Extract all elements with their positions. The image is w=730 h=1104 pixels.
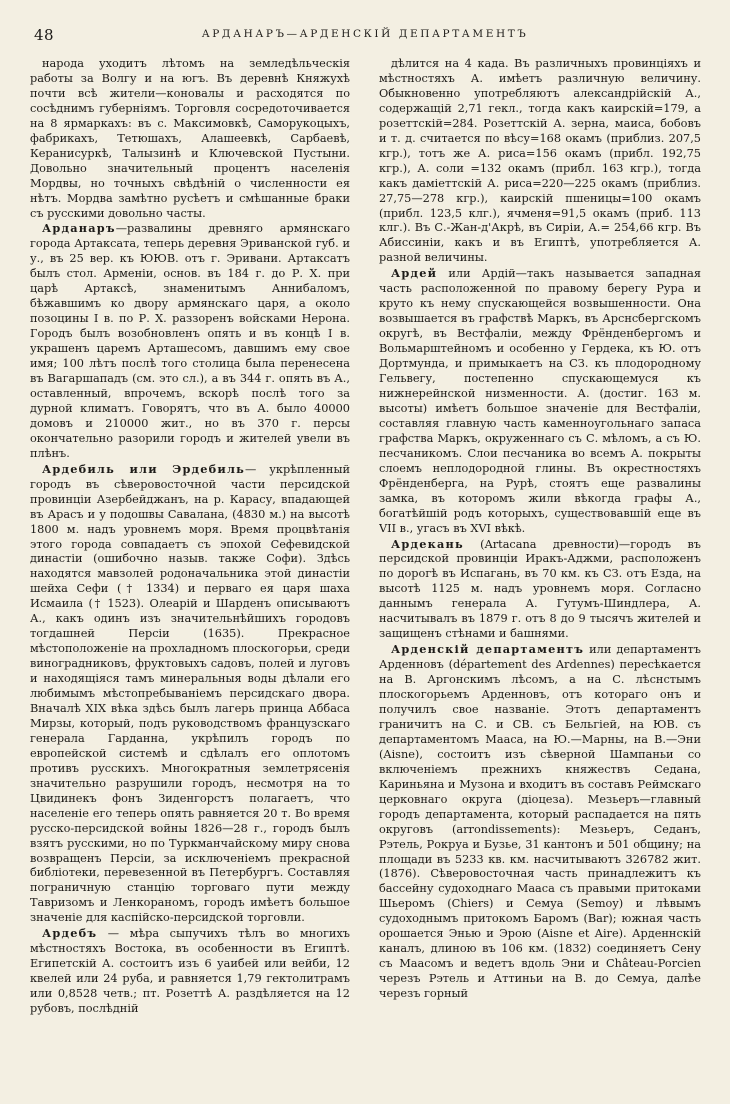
entry-headword: Ардебиль или Эрдебиль [42,461,246,476]
entry-paragraph [30,926,350,1017]
entry-headword: Ардей [391,266,438,281]
entry-text: или Ардій—такъ называется западная часть расположенной по правому берегу Рура и круто къ нему спускающейся возвышенности. Она возвышается въ графствѣ Маркъ, въ Арснсбергскомъ округѣ, въ Вестфаліи, между Фрёнденбергомъ и Вольмарштейномъ и особенно у Гердека, къ Ю. отъ Дортмунда, и примыкаетъ на СЗ. къ плодородному Гельвегу, постепенно спускающемуся къ нижнерейнской низменности. А. (достиг. 163 м. высоты) имѣетъ большое значеніе для Вестфаліи, составляя главную часть каменноугольнаго запаса графства Маркъ, окруженнаго съ С. мѣломъ, а съ Ю. песчаникомъ. Слои песчаника во всемъ А. покрыты слоемъ неплодородной глины. Въ окрестностяхъ Фрёнденберга, на Рурѣ, стоятъ еще развалины замка, въ которомъ жили вѣкогда графы А., богатѣйшій родъ которыхъ, существовавшій еще въ VII в., угасъ въ XVI вѣкѣ. [379,267,701,535]
entry-paragraph [379,56,701,266]
entry-text: — укрѣпленный городъ въ сѣверовосточной части персидской провинціи Азербейджанъ, на р. Карасу, впадающей въ Арасъ и у подошвы Савалана, (4830 м.) на высотѣ 1800 м. надъ уровнемъ моря. Время процвѣтанія этого города совпадаетъ съ эпохой Сефевидской династіи (ошибочно назыв. также Софи). Здѣсь находятся мавзолей родоначальника этой династіи шейха Сефи († 1334) и перваго ея царя шаха Исмаила († 1523). Олеарій и Шарденъ описываютъ А., какъ одинъ изъ значительнѣйшихъ городовъ тогдашней Персіи (1635). Прекрасное мѣстоположеніе на прохладномъ плоскогорьи, среди виноградниковъ, фруктовыхъ садовъ, полей и луговъ и находящіяся тамъ минеральныя воды дѣлали его любимымъ мѣстопребываніемъ персидскаго двора. Вначалѣ XIX вѣка здѣсь былъ лагерь принца Аббаса Мирзы, который, подъ руководствомъ французскаго генерала Гарданна, укрѣпилъ городъ по европейской системѣ и сдѣлалъ его оплотомъ противъ русскихъ. Многократныя землетрясенія значительно разрушили городъ, несмотря на то Цвидинекъ фонъ Зиденгорстъ полагаетъ, что населеніе его теперь опять равняется 20 т. Во время русско-персидской войны 1826—28 г., городъ былъ взятъ русскими, но по Туркманчайскому миру снова возвращенъ Персіи, за исключеніемъ прекрасной библіотеки, перевезенной въ Петербургъ. Составляя пограничную станцію торговаго пути между Тавризомъ и Ленкораномъ, городъ имѣетъ большое значеніе для каспійско-персидской торговли. [30,462,350,925]
entry-headword: Ардекань [391,536,464,551]
entry-paragraph [30,221,350,461]
entry-headword: Ардебъ [42,926,98,941]
entry-paragraph [379,642,701,1002]
entry-headword: Арденскій департаментъ [391,642,585,657]
entry-text: народа уходитъ лѣтомъ на земледѣльческія работы за Волгу и на югъ. Въ деревнѣ Княжухѣ почти всѣ жители—коновалы и расходятся по сосѣднимъ губерніямъ. Торговля сосредоточивается на 8 ярмаркахъ: въ с. Максимовкѣ, Саморукоцыхъ, фабрикахъ, Тетюшахъ, Алашеевкѣ, Сарбаевѣ, Керанисуркѣ, Талызинѣ и Ключевской Пустыни. Довольно значительный процентъ населенія Мордвы, но точныхъ свѣдѣній о численности ея нѣтъ. Мордва замѣтно русѣетъ и смѣшанные браки съ русскими довольно часты. [30,57,350,220]
left-column [30,56,350,1090]
entry-paragraph [30,56,350,221]
entry-paragraph [379,537,701,643]
entry-text: — мѣра сыпучихъ тѣлъ во многихъ мѣстностяхъ Востока, въ особенности въ Египтѣ. Египетскій А. состоитъ изъ 6 уаибей или вейби, 12 квелей или 24 руба, и равняется 1,79 гектолитрамъ или 0,8528 четв.; пт. Розеттѣ А. раздѣляется на 12 рубовъ, послѣдній [30,927,350,1016]
entry-paragraph [379,266,701,536]
entry-text: или департаментъ Арденновъ (département des Ardennes) пересѣкается на В. Аргонскимъ лѣсомъ, а на С. лѣснстымъ плоскогорьемъ Арденновъ, отъ котораго онъ и получилъ свое названіе. Этотъ департаментъ граничитъ на С. и СВ. съ Бельгіей, на ЮВ. съ департаментомъ Мааса, на Ю.—Марны, на В.—Эни (Aisne), состоитъ изъ сѣверной Шампаньи со включеніемъ прежнихъ княжествъ Седана, Кариньяна и Музона и входитъ въ составъ Реймскаго церковнаго округа (діоцеза). Мезьеръ—главный городъ департамента, который распадается на пять округовъ (arrondissements): Мезьеръ, Седанъ, Рэтель, Рокруа и Бузье, 31 кантонъ и 501 общину; на площади въ 5233 кв. км. насчитываютъ 326782 жит. (1876). Сѣверовосточная часть принадлежитъ къ бассейну судоходнаго Мааса съ правыми притоками Шьеромъ (Chiers) и Семуа (Semoy) и лѣвымъ судоходнымъ притокомъ Баромъ (Bar); южная часть орошается Энью и Эрою (Aisne et Aire). Арденнскій каналъ, длиною въ 106 км. (1832) соединяетъ Сену съ Маасомъ и ведетъ вдоль Эни и Château-Porcien черезъ Рэтель и Аттиньи на В. до Семуа, далѣе черезъ горный [379,643,701,1001]
page-number: 48 [34,26,55,44]
entry-text: —развалины древняго армянскаго города Артаксата, теперь деревня Эриванской губ. и у., въ 25 вер. къ ЮЮВ. отъ г. Эривани. Артаксатъ былъ стол. Арменіи, основ. въ 184 г. до Р. Х. при царѣ Артаксѣ, знаменитымъ Аннибаломъ, бѣжавшимъ ко двору армянскаго царя, а около позоцины I в. по Р. Х. раззоренъ войсками Нерона. Городъ былъ возобновленъ опять и въ концѣ I в. украшенъ царемъ Арташесомъ, давшимъ ему свое имя; 100 лѣтъ послѣ того столица была перенесена въ Вагаршападъ (см. это сл.), а въ 344 г. опять въ А., оставленный, впрочемъ, вскорѣ послѣ того за дурной климатъ. Говорятъ, что въ А. было 40000 домовъ и 210000 жит., но въ 370 г. персы окончательно разорили городъ и жителей увели въ плѣнъ. [30,222,350,460]
entry-paragraph [30,462,350,927]
entry-headword: Арданаръ [42,221,116,236]
entry-text: (Artacana древности)—городъ въ персидской провинціи Иракъ-Аджми, расположенъ по дорогѣ въ Испагань, въ 70 км. къ СЗ. отъ Езда, на высотѣ 1125 м. надъ уровнемъ моря. Согласно даннымъ генерала А. Гутумъ-Шиндлера, А. насчитывалъ въ 1879 г. отъ 8 до 9 тысячъ жителей и защищенъ стѣнами и башнями. [379,537,701,641]
entry-text: дѣлится на 4 када. Въ различныхъ провинціяхъ и мѣстностяхъ А. имѣетъ различную величину. Обыкновенно употребляютъ александрійскій А., содержащій 2,71 гекл., тогда какъ каирскій=179, а розеттскій=284. Розеттскій А. зерна, маиса, бобовъ и т. д. считается по вѣсу=168 окамъ (приблиз. 207,5 кгр.), тотъ же А. риса=156 окамъ (прибл. 192,75 кгр.), А. соли =132 окамъ (прибл. 163 кгр.), тогда какъ даміеттскій А. риса=220—225 окамъ (приблиз. 27,75—278 кгр.), каирскій пшеницы=100 окамъ (прибл. 123,5 клг.), ячменя=91,5 окамъ (приб. 113 клг.). Въ С.-Жан-д'Акрѣ, въ Сиріи, А.= 254,66 кгр. Въ Абиссиніи, какъ и въ Египтѣ, употребляется А. разной величины. [379,57,701,265]
right-column [379,56,701,1090]
running-head: АРДАНАРЪ—АРДЕНСКІЙ ДЕПАРТАМЕНТЪ [201,28,529,40]
